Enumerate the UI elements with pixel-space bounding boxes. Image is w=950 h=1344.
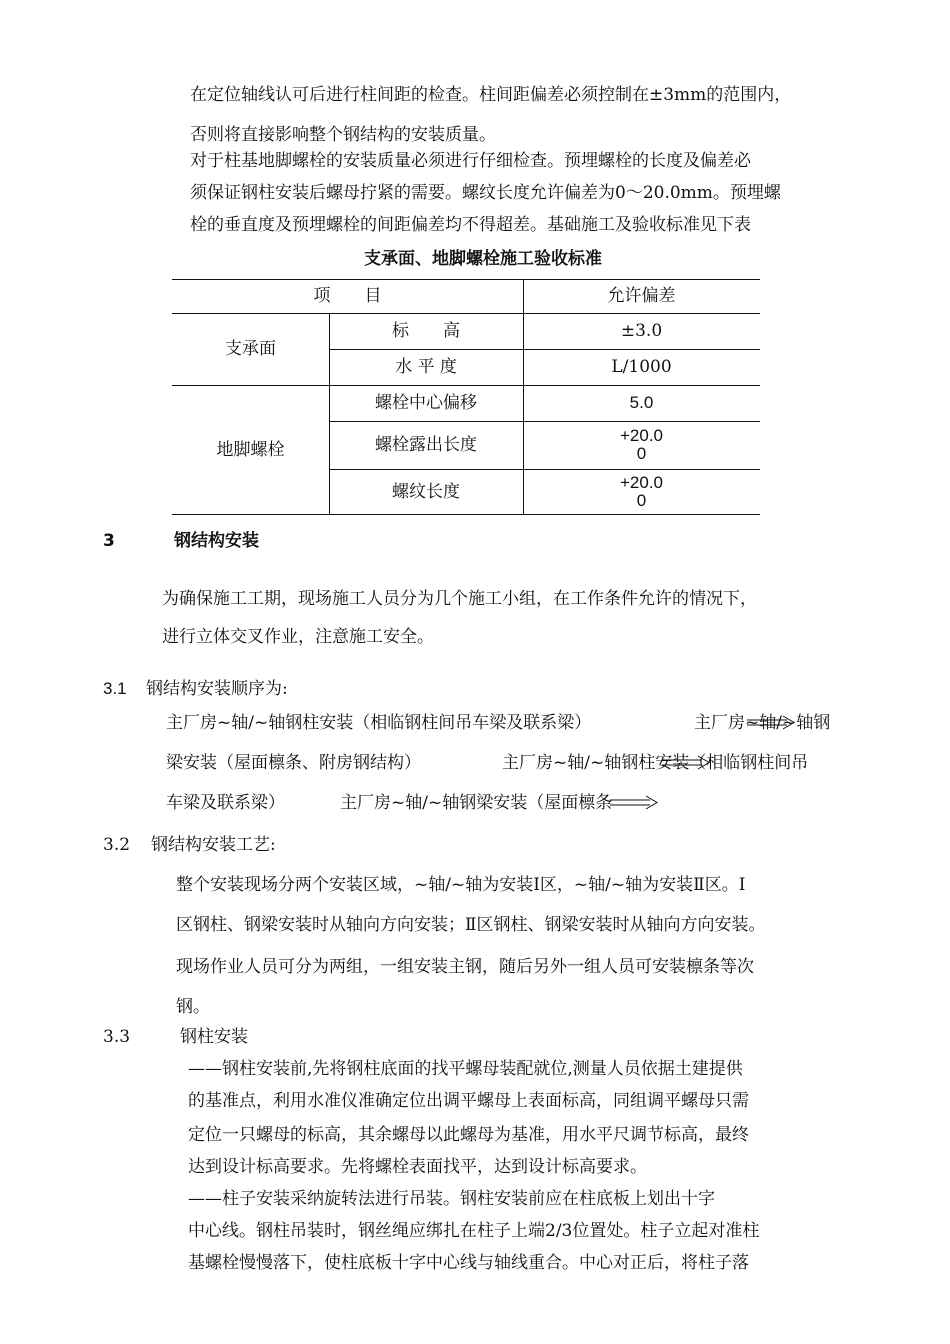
section-3-para-line-1: 为确保施工工期，现场施工人员分为几个施工小组，在工作条件允许的情况下，: [162, 589, 757, 609]
bolt-exposed-upper: +20.0: [619, 426, 663, 445]
section-3-3-line-2: 的基准点，利用水准仪准确定位出调平螺母上表面标高，同组调平螺母只需: [188, 1091, 749, 1111]
section-3-2-line-4: 钢。: [176, 997, 210, 1017]
section-3-3-line-3: 定位一只螺母的标高，其余螺母以此螺母为基准，用水平尺调节标高，最终: [188, 1125, 749, 1145]
arrow-icon: [660, 753, 712, 773]
section-3-2-number: 3.2: [103, 835, 131, 855]
section-3-title: 钢结构安装: [174, 531, 259, 551]
row-elevation-item: 标 高: [392, 321, 460, 341]
row-bolt-offset-value: 5.0: [629, 393, 654, 412]
section-3-1-number: 3.1: [103, 679, 127, 698]
section-3-2-line-2: 区钢柱、钢梁安装时从轴向方向安装；Ⅱ区钢柱、钢梁安装时从轴向方向安装。: [176, 915, 766, 935]
acceptance-standard-table: [172, 279, 760, 515]
sequence-line-3a: 车梁及联系梁）: [166, 793, 285, 813]
sequence-line-1b: 主厂房~轴/~轴钢: [694, 713, 831, 733]
intro-line-3: 对于柱基地脚螺栓的安装质量必须进行仔细检查。预埋螺栓的长度及偏差必: [190, 151, 751, 171]
section-3-1-title: 钢结构安装顺序为:: [146, 679, 288, 699]
row-bolt-offset-item: 螺栓中心偏移: [375, 393, 477, 413]
section-3-3-line-5: ——柱子安装采纳旋转法进行吊装。钢柱安装前应在柱底板上划出十字: [188, 1189, 715, 1209]
section-3-2-title: 钢结构安装工艺:: [151, 835, 276, 855]
intro-line-1: 在定位轴线认可后进行柱间距的检查。柱间距偏差必须控制在±3mm的范围内，: [190, 85, 792, 105]
group-anchor-bolt: 地脚螺栓: [216, 440, 285, 460]
section-3-3-line-7: 基螺栓慢慢落下，使柱底板十字中心线与轴线重合。中心对正后，将柱子落: [188, 1253, 749, 1273]
row-levelness-value: L/1000: [611, 357, 672, 377]
section-3-3-line-1: ——钢柱安装前,先将钢柱底面的找平螺母装配就位,测量人员依据土建提供: [188, 1059, 743, 1079]
thread-length-lower: 0: [636, 490, 647, 510]
arrow-icon: [608, 793, 660, 813]
section-3-3-line-6: 中心线。钢柱吊装时，钢丝绳应绑扎在柱子上端2/3位置处。柱子立起对准柱: [188, 1221, 760, 1241]
sequence-line-1a: 主厂房~轴/~轴钢柱安装（相临钢柱间吊车梁及联系梁）: [166, 713, 592, 733]
sequence-line-2b: 主厂房~轴/~轴钢柱安装（相临钢柱间吊: [502, 753, 809, 773]
group-bearing-surface: 支承面: [225, 339, 276, 359]
table-caption: 支承面、地脚螺栓施工验收标准: [364, 249, 602, 269]
row-bolt-exposed-value: [523, 421, 760, 469]
section-3-3-title: 钢柱安装: [180, 1027, 248, 1047]
header-tolerance: 允许偏差: [607, 286, 676, 306]
intro-line-2: 否则将直接影响整个钢结构的安装质量。: [190, 125, 496, 145]
row-thread-length-value: [523, 469, 760, 514]
section-3-2-line-3: 现场作业人员可分为两组，一组安装主钢，随后另外一组人员可安装檩条等次: [176, 957, 754, 977]
sequence-line-2a: 梁安装（屋面檩条、附房钢结构）: [166, 753, 421, 773]
row-bolt-exposed-item: 螺栓露出长度: [375, 435, 477, 455]
arrow-icon: [745, 713, 797, 733]
header-item: 项 目: [313, 286, 382, 306]
section-3-number: 3: [103, 531, 115, 551]
section-3-3-number: 3.3: [103, 1027, 131, 1047]
sequence-line-3b: 主厂房~轴/~轴钢梁安装（屋面檩条: [340, 793, 613, 813]
thread-length-upper: +20.0: [619, 472, 663, 492]
intro-line-5: 栓的垂直度及预埋螺栓的间距偏差均不得超差。基础施工及验收标准见下表: [190, 215, 751, 235]
row-thread-length-item: 螺纹长度: [392, 481, 460, 502]
bolt-exposed-lower: 0: [636, 444, 647, 463]
section-3-3-line-4: 达到设计标高要求。先将螺栓表面找平，达到设计标高要求。: [188, 1157, 647, 1177]
row-elevation-value: ±3.0: [620, 321, 663, 341]
intro-line-4: 须保证钢柱安装后螺母拧紧的需要。螺纹长度允许偏差为0～20.0mm。预埋螺: [190, 183, 781, 203]
section-3-para-line-2: 进行立体交叉作业，注意施工安全。: [162, 627, 434, 647]
section-3-2-line-1: 整个安装现场分两个安装区域，~轴/~轴为安装Ⅰ区，~轴/~轴为安装Ⅱ区。Ⅰ: [176, 875, 746, 895]
row-levelness-item: 水 平 度: [395, 357, 457, 377]
